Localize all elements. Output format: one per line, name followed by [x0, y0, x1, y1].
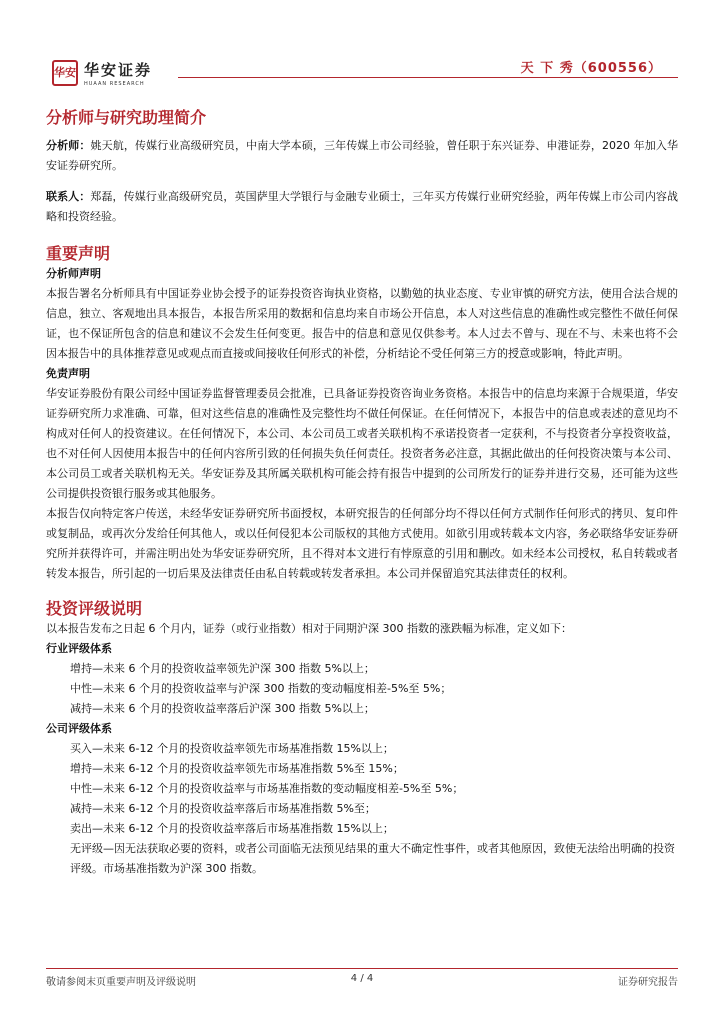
- analyst-paragraph: [46, 136, 678, 176]
- footer-notice: 敬请参阅末页重要声明及评级说明: [46, 977, 196, 988]
- rating-title: 投资评级说明: [46, 599, 143, 618]
- company-rating-title: 公司评级体系: [46, 722, 112, 735]
- footer-report-type: 证券研究报告: [618, 977, 679, 988]
- logo-en: HUAAN RESEARCH: [84, 81, 145, 87]
- no-rating-item: 无评级—因无法获取必要的资料，或者公司面临无法预见结果的重大不确定性事件，或者其他原因，致使无法给出明确的投资评级。市场基准指数为沪深 300 指数。: [70, 842, 675, 875]
- logo-name: 华安证券: [84, 61, 153, 79]
- industry-rating-item: 减持—未来 6 个月的投资收益率落后沪深 300 指数 5%以上；: [70, 702, 375, 715]
- disclaimer-title: 免责声明: [46, 367, 90, 380]
- rating-intro: 以本报告发布之日起 6 个月内，证券（或行业指数）相对于同期沪深 300 指数的涨跌幅为标准，定义如下：: [46, 622, 572, 635]
- footer-divider: [46, 968, 678, 969]
- analyst-statement-text: 本报告署名分析师具有中国证券业协会授予的证券投资咨询执业资格，以勤勉的执业态度、专业审慎的研究方法，使用合法合规的信息，独立、客观地出具本报告，本报告所采用的数据和信息均来自市场公开信息，本人对这些信息的准确性或完整性不做任何保证，也不保证所包含的信息和建议不会发生任何变更。报告中的信息和意见仅供参考。本人过去不曾与、现在不与、未来也将不会因本报告中的具体推荐意见或观点而直接或间接收任何形式的补偿，分析结论不受任何第三方的授意或影响，特此声明。: [46, 287, 678, 360]
- logo-mark: 华安: [52, 60, 78, 86]
- company-rating-item: 买入—未来 6-12 个月的投资收益率领先市场基准指数 15%以上；: [70, 742, 394, 755]
- disclaimer-text-1: 华安证券股份有限公司经中国证券监督管理委员会批准，已具备证券投资咨询业务资格。本报告中的信息均来源于合规渠道，华安证券研究所力求准确、可靠，但对这些信息的准确性及完整性均不做任何保证。在任何情况下，本报告中的信息或表述的意见均不构成对任何人的投资建议。在任何情况下，本公司、本公司员工或者关联机构不承诺投资者一定获利，不与投资者分享投资收益，也不对任何人因使用本报告中的任何内容所引致的任何损失负任何责任。投资者务必注意，其据此做出的任何投资决策与本公司、本公司员工或者关联机构无关。华安证券及其所属关联机构可能会持有报告中提到的公司所发行的证券并进行交易，还可能为这些公司提供投资银行服务或其他服务。: [46, 387, 678, 500]
- company-rating-item: 卖出—未来 6-12 个月的投资收益率落后市场基准指数 15%以上；: [70, 822, 394, 835]
- analyst-text: 姚天航，传媒行业高级研究员，中南大学本硕，三年传媒上市公司经验，曾任职于东兴证券、申港证券，2020 年加入华安证券研究所。: [46, 139, 678, 172]
- page-number: 4 / 4: [350, 973, 374, 984]
- declaration-title: 重要声明: [46, 244, 111, 263]
- contact-text: 郑磊，传媒行业高级研究员，英国萨里大学银行与金融专业硕士，三年买方传媒行业研究经验，两年传媒上市公司内容战略和投资经验。: [46, 190, 678, 223]
- industry-rating-item: 中性—未来 6 个月的投资收益率与沪深 300 指数的变动幅度相差-5%至 5%；: [70, 682, 452, 695]
- industry-rating-title: 行业评级体系: [46, 642, 112, 655]
- analyst-label: 分析师：: [46, 139, 91, 152]
- analyst-statement-title: 分析师声明: [46, 267, 101, 280]
- company-rating-item: 中性—未来 6-12 个月的投资收益率与市场基准指数的变动幅度相差-5%至 5%；: [70, 782, 464, 795]
- company-rating-item: 增持—未来 6-12 个月的投资收益率领先市场基准指数 5%至 15%；: [70, 762, 404, 775]
- contact-paragraph: [46, 187, 678, 227]
- header-divider: [178, 77, 678, 78]
- page-content: [46, 100, 678, 879]
- industry-rating-item: 增持—未来 6 个月的投资收益率领先沪深 300 指数 5%以上；: [70, 662, 375, 675]
- company-rating-item: 减持—未来 6-12 个月的投资收益率落后市场基准指数 5%至；: [70, 802, 376, 815]
- contact-label: 联系人：: [46, 190, 91, 203]
- header-stock-name: 天 下 秀（600556）: [520, 61, 662, 76]
- page-footer: [46, 973, 678, 988]
- disclaimer-text-2: 本报告仅向特定客户传送，未经华安证券研究所书面授权，本研究报告的任何部分均不得以任何方式制作任何形式的拷贝、复印件或复制品，或再次分发给任何其他人，或以任何侵犯本公司版权的其他方式使用。如欲引用或转载本文内容，务必联络华安证券研究所并获得许可，并需注明出处为华安证券研究所，且不得对本文进行有悖原意的引用和删改。如未经本公司授权，私自转载或者转发本报告，所引起的一切后果及法律责任由私自转载或转发者承担。本公司并保留追究其法律责任的权利。: [46, 507, 678, 580]
- analyst-section-title: 分析师与研究助理简介: [46, 108, 207, 127]
- company-logo: [52, 56, 152, 90]
